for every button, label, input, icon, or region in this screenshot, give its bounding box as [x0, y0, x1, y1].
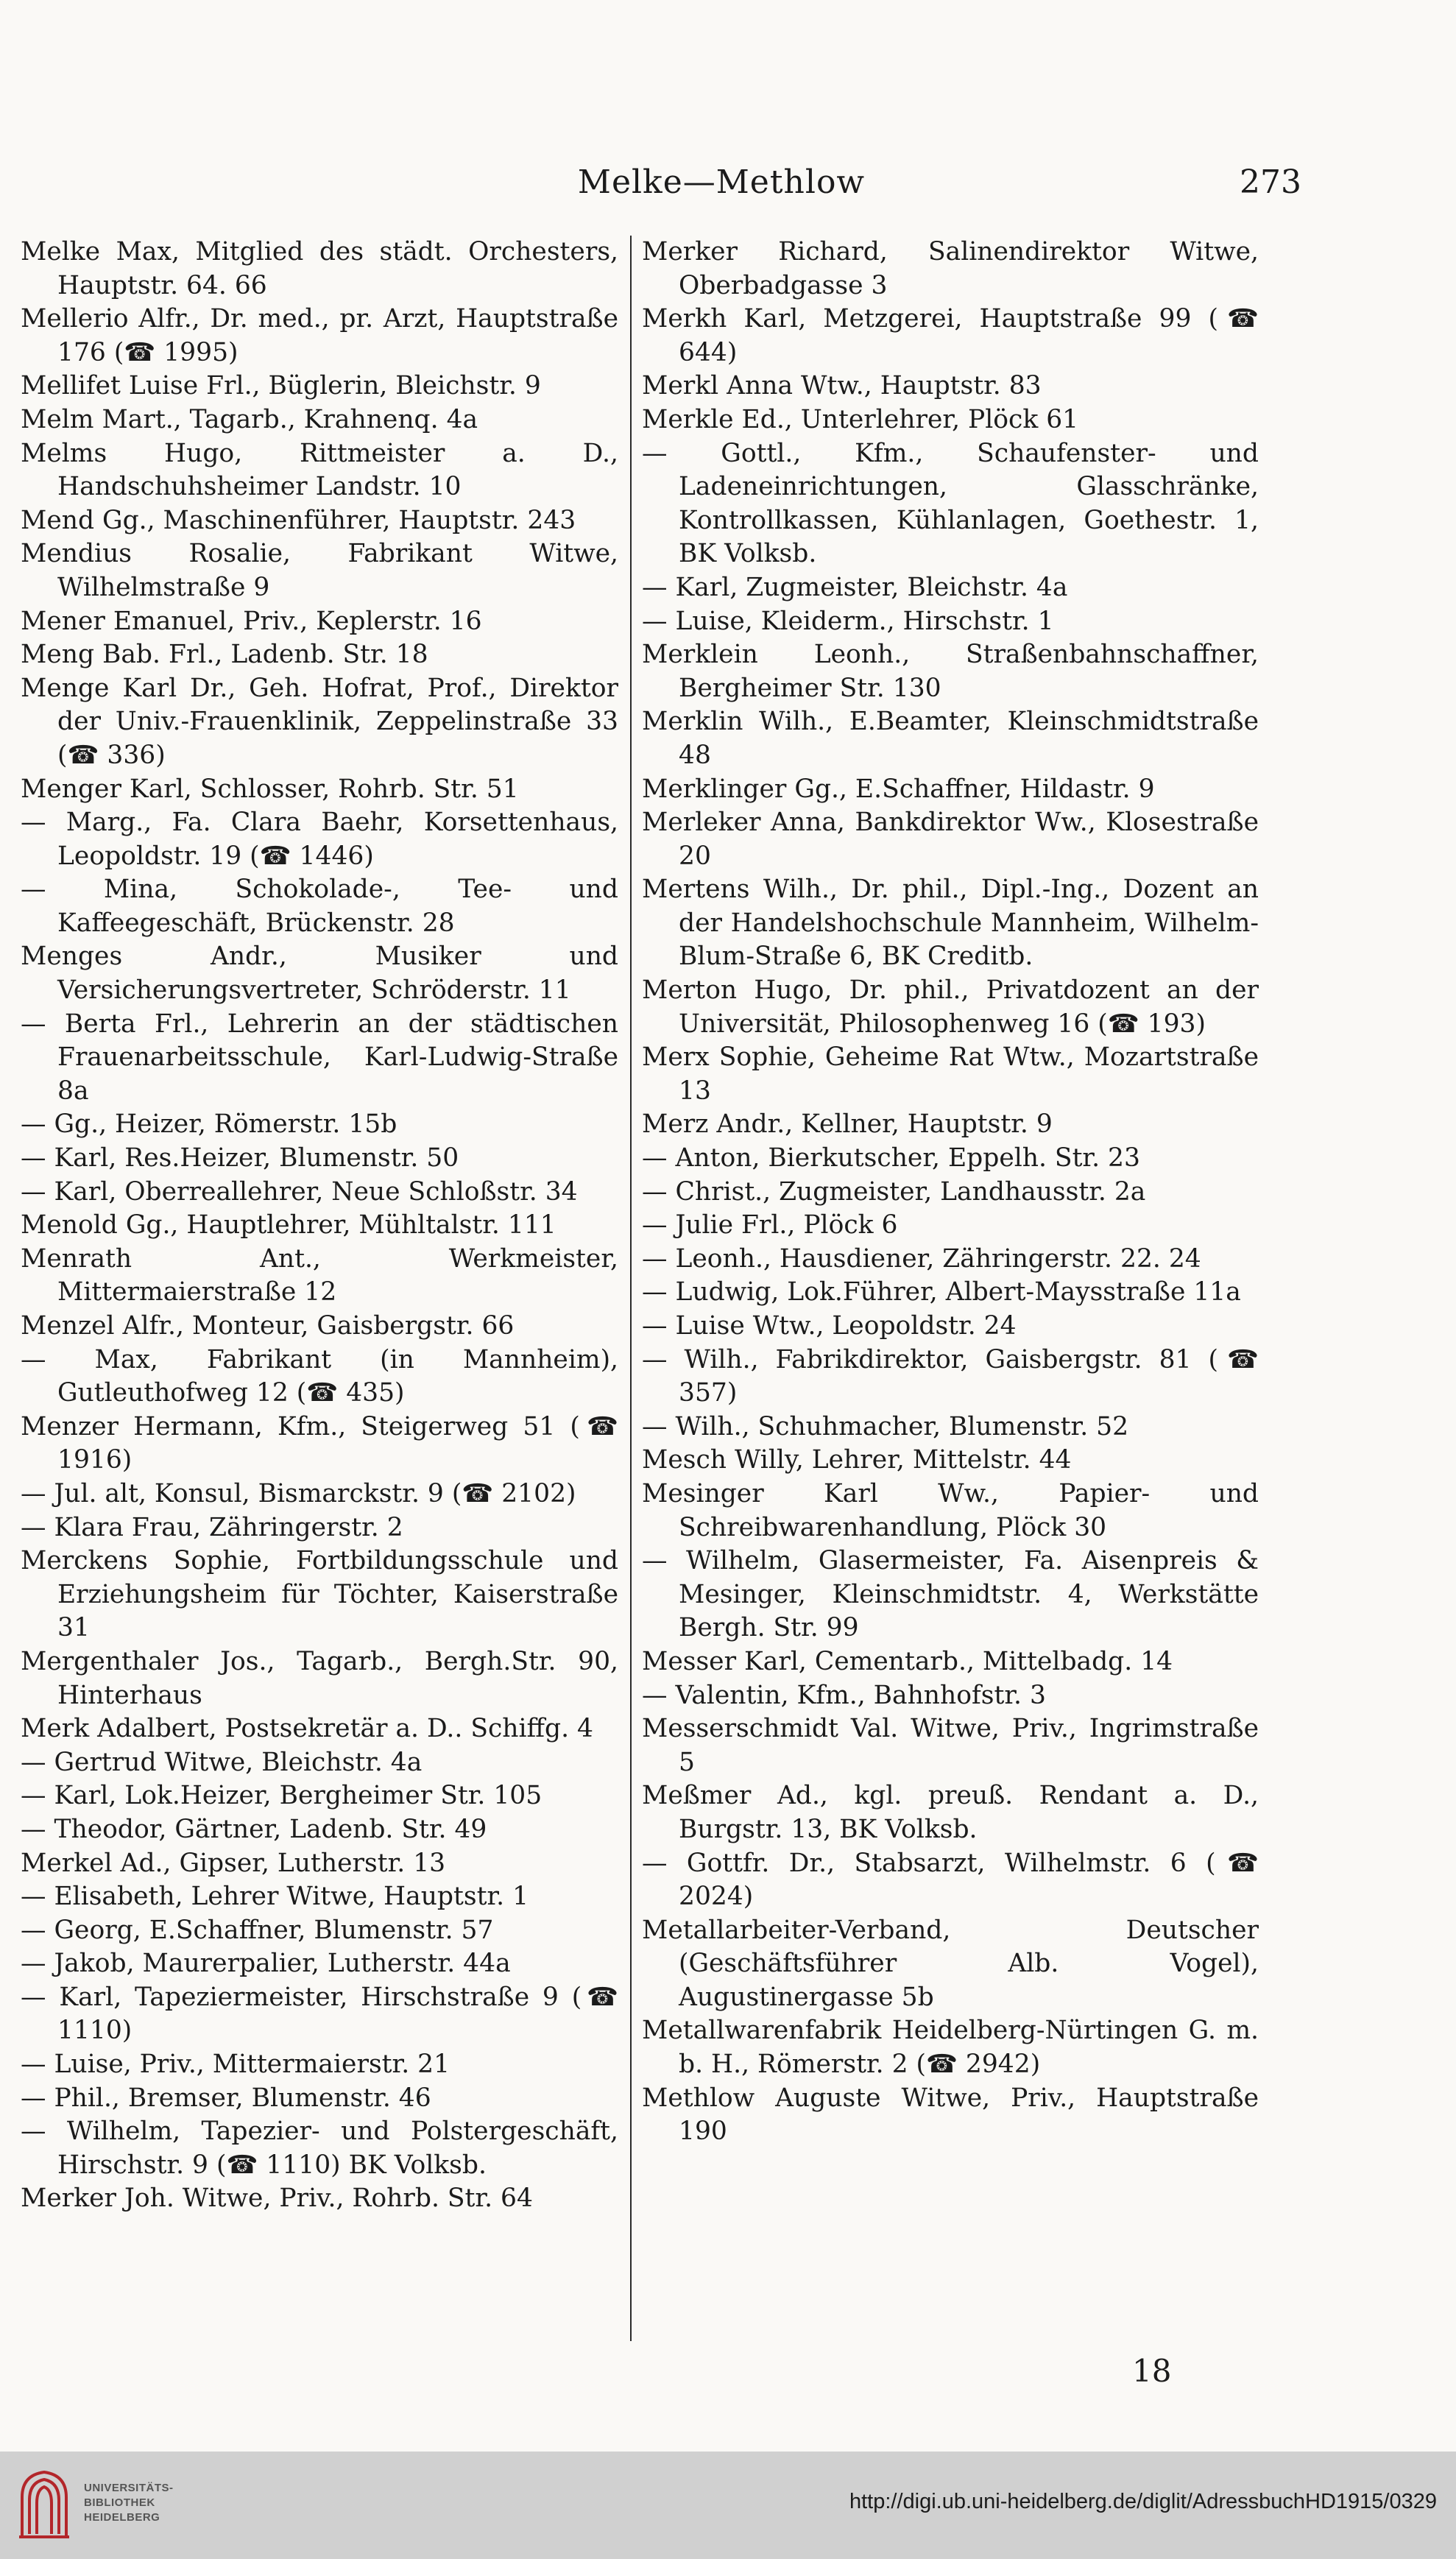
- directory-entry: — Wilhelm, Glasermeister, Fa. Aisenpreis & Mesinger, Kleinschmidtstr. 4, Werkstätte Bergh. Str. 99: [642, 1546, 1259, 1643]
- directory-entry: Mesch Willy, Lehrer, Mittelstr. 44: [642, 1445, 1072, 1475]
- column-divider: [630, 236, 632, 2341]
- directory-entry: — Christ., Zugmeister, Landhausstr. 2a: [642, 1176, 1146, 1207]
- directory-entry: Menge Karl Dr., Geh. Hofrat, Prof., Direktor der Univ.-Frauenklinik, Zeppelinstraße 33 (☎ 336): [21, 673, 618, 770]
- directory-entry: Mendius Rosalie, Fabrikant Witwe, Wilhelmstraße 9: [21, 539, 618, 602]
- library-footer-bar: [0, 2452, 1456, 2559]
- directory-entry: — Wilhelm, Tapezier- und Polstergeschäft, Hirschstr. 9 (☎ 1110) BK Volksb.: [21, 2117, 618, 2180]
- directory-entry: — Gertrud Witwe, Bleichstr. 4a: [21, 1747, 423, 1777]
- directory-entry: Menzer Hermann, Kfm., Steigerweg 51 (☎ 1916): [21, 1411, 618, 1475]
- directory-entry: — Max, Fabrikant (in Mannheim), Gutleuthofweg 12 (☎ 435): [21, 1344, 618, 1408]
- directory-entry: Merker Joh. Witwe, Priv., Rohrb. Str. 64: [21, 2184, 533, 2214]
- directory-entry: Merklin Wilh., E.Beamter, Kleinschmidtstraße 48: [642, 707, 1259, 770]
- directory-entry: Menold Gg., Hauptlehrer, Mühltalstr. 111: [21, 1210, 556, 1240]
- library-logo-text: [84, 2481, 174, 2525]
- directory-entry: Merklinger Gg., E.Schaffner, Hildastr. 9: [642, 774, 1155, 804]
- directory-entry: Merz Andr., Kellner, Hauptstr. 9: [642, 1109, 1053, 1140]
- page-title: Melke—Methlow: [577, 163, 866, 201]
- directory-entry: — Mina, Schokolade-, Tee- und Kaffeegeschäft, Brückenstr. 28: [21, 875, 618, 938]
- directory-entry: Mertens Wilh., Dr. phil., Dipl.-Ing., Dozent an der Handelshochschule Mannheim, Wilhelm-Blum-Straße 6, BK Creditb.: [642, 875, 1259, 972]
- directory-entry: Mend Gg., Maschinenführer, Hauptstr. 243: [21, 505, 576, 535]
- directory-entry: Merk Adalbert, Postsekretär a. D.. Schiffg. 4: [21, 1714, 594, 1744]
- left-column: [21, 236, 618, 2341]
- directory-entry: Mergenthaler Jos., Tagarb., Bergh.Str. 90, Hinterhaus: [21, 1646, 618, 1710]
- directory-entry: Mener Emanuel, Priv., Keplerstr. 16: [21, 606, 482, 636]
- directory-entry: Menges Andr., Musiker und Versicherungsvertreter, Schröderstr. 11: [21, 942, 618, 1006]
- directory-entry: Merx Sophie, Geheime Rat Wtw., Mozartstraße 13: [642, 1042, 1259, 1106]
- directory-entry: — Elisabeth, Lehrer Witwe, Hauptstr. 1: [21, 1882, 529, 1912]
- university-seal-icon: [16, 2468, 72, 2541]
- page-header: [0, 163, 1456, 215]
- signature-number: 18: [1132, 2353, 1172, 2389]
- directory-entry: — Georg, E.Schaffner, Blumenstr. 57: [21, 1915, 494, 1945]
- directory-entry: Mellerio Alfr., Dr. med., pr. Arzt, Hauptstraße 176 (☎ 1995): [21, 304, 618, 367]
- directory-entry: Metallwarenfabrik Heidelberg-Nürtingen G. m. b. H., Römerstr. 2 (☎ 2942): [642, 2016, 1259, 2080]
- directory-entry: — Karl, Oberreallehrer, Neue Schloßstr. 34: [21, 1176, 578, 1207]
- directory-entry: Merckens Sophie, Fortbildungsschule und Erziehungsheim für Töchter, Kaiserstraße 31: [21, 1546, 618, 1643]
- directory-entry: — Gottfr. Dr., Stabsarzt, Wilhelmstr. 6 (☎ 2024): [642, 1848, 1259, 1912]
- right-column: [642, 236, 1259, 2341]
- directory-entry: — Jakob, Maurerpalier, Lutherstr. 44a: [21, 1949, 511, 1979]
- directory-entry: Merkle Ed., Unterlehrer, Plöck 61: [642, 404, 1079, 434]
- directory-entry: — Wilh., Fabrikdirektor, Gaisbergstr. 81 (☎ 357): [642, 1344, 1259, 1408]
- directory-entry: Messerschmidt Val. Witwe, Priv., Ingrimstraße 5: [642, 1714, 1259, 1777]
- directory-entry: Menzel Alfr., Monteur, Gaisbergstr. 66: [21, 1311, 515, 1341]
- page-number: 273: [1240, 163, 1301, 201]
- directory-entry: Meßmer Ad., kgl. preuß. Rendant a. D., Burgstr. 13, BK Volksb.: [642, 1781, 1259, 1844]
- directory-entry: Melke Max, Mitglied des städt. Orchesters, Hauptstr. 64. 66: [21, 237, 618, 300]
- directory-entry: — Luise Wtw., Leopoldstr. 24: [642, 1311, 1017, 1341]
- directory-entry: Metallarbeiter-Verband, Deutscher (Geschäftsführer Alb. Vogel), Augustinergasse 5b: [642, 1915, 1259, 2012]
- directory-entry: — Jul. alt, Konsul, Bismarckstr. 9 (☎ 2102): [21, 1478, 576, 1508]
- directory-entry: — Gottl., Kfm., Schaufenster- und Ladeneinrichtungen, Glasschränke, Kontrollkassen, Kühlanlagen, Goethestr. 1, BK Volksb.: [642, 438, 1259, 569]
- directory-entry: Merleker Anna, Bankdirektor Ww., Klosestraße 20: [642, 808, 1259, 871]
- directory-entry: — Valentin, Kfm., Bahnhofstr. 3: [642, 1680, 1046, 1710]
- directory-entry: Mesinger Karl Ww., Papier- und Schreibwarenhandlung, Plöck 30: [642, 1478, 1259, 1542]
- directory-entry: — Karl, Lok.Heizer, Bergheimer Str. 105: [21, 1781, 543, 1811]
- directory-entry: — Leonh., Hausdiener, Zähringerstr. 22. 24: [642, 1243, 1201, 1274]
- directory-entry: Merkel Ad., Gipser, Lutherstr. 13: [21, 1848, 446, 1878]
- directory-entry: Mellifet Luise Frl., Büglerin, Bleichstr. 9: [21, 371, 541, 401]
- source-url-link[interactable]: http://digi.ub.uni-heidelberg.de/diglit/AdressbuchHD1915/0329: [849, 2490, 1437, 2513]
- directory-entry: — Klara Frau, Zähringerstr. 2: [21, 1512, 403, 1542]
- directory-entry: — Wilh., Schuhmacher, Blumenstr. 52: [642, 1411, 1129, 1441]
- directory-entry: — Anton, Bierkutscher, Eppelh. Str. 23: [642, 1143, 1140, 1173]
- directory-entry: Methlow Auguste Witwe, Priv., Hauptstraße 190: [642, 2083, 1259, 2147]
- directory-entry: — Luise, Priv., Mittermaierstr. 21: [21, 2050, 450, 2080]
- directory-entry: Messer Karl, Cementarb., Mittelbadg. 14: [642, 1646, 1173, 1676]
- directory-entry: Menrath Ant., Werkmeister, Mittermaierstraße 12: [21, 1243, 618, 1307]
- logo-line: HEIDELBERG: [84, 2511, 160, 2524]
- directory-entry: — Luise, Kleiderm., Hirschstr. 1: [642, 606, 1054, 636]
- directory-entry: Merker Richard, Salinendirektor Witwe, Oberbadgasse 3: [642, 237, 1259, 300]
- directory-entry: — Karl, Zugmeister, Bleichstr. 4a: [642, 572, 1068, 602]
- directory-entry: — Julie Frl., Plöck 6: [642, 1210, 898, 1240]
- directory-entry: — Phil., Bremser, Blumenstr. 46: [21, 2083, 431, 2113]
- directory-entry: — Theodor, Gärtner, Ladenb. Str. 49: [21, 1814, 487, 1844]
- directory-entry: — Marg., Fa. Clara Baehr, Korsettenhaus, Leopoldstr. 19 (☎ 1446): [21, 808, 618, 871]
- directory-entry: — Berta Frl., Lehrerin an der städtischen Frauenarbeitsschule, Karl-Ludwig-Straße 8a: [21, 1009, 618, 1106]
- directory-entry: Menger Karl, Schlosser, Rohrb. Str. 51: [21, 774, 519, 804]
- directory-entry: Melms Hugo, Rittmeister a. D., Handschuhsheimer Landstr. 10: [21, 438, 618, 502]
- logo-line: UNIVERSITÄTS-: [84, 2482, 174, 2494]
- directory-entry: — Karl, Res.Heizer, Blumenstr. 50: [21, 1143, 459, 1173]
- directory-entry: Merklein Leonh., Straßenbahnschaffner, Bergheimer Str. 130: [642, 640, 1259, 703]
- directory-entry: Merkl Anna Wtw., Hauptstr. 83: [642, 371, 1042, 401]
- directory-entry: Merkh Karl, Metzgerei, Hauptstraße 99 (☎ 644): [642, 304, 1259, 367]
- directory-entry: Merton Hugo, Dr. phil., Privatdozent an der Universität, Philosophenweg 16 (☎ 193): [642, 975, 1259, 1039]
- directory-entry: Meng Bab. Frl., Ladenb. Str. 18: [21, 640, 428, 670]
- directory-entry: — Gg., Heizer, Römerstr. 15b: [21, 1109, 397, 1140]
- directory-columns: [0, 236, 1456, 2341]
- library-logo[interactable]: [16, 2465, 200, 2544]
- directory-entry: — Karl, Tapeziermeister, Hirschstraße 9 (☎ 1110): [21, 1982, 618, 2046]
- logo-line: BIBLIOTHEK: [84, 2496, 155, 2509]
- directory-entry: — Ludwig, Lok.Führer, Albert-Maysstraße 11a: [642, 1277, 1241, 1307]
- directory-entry: Melm Mart., Tagarb., Krahnenq. 4a: [21, 404, 478, 434]
